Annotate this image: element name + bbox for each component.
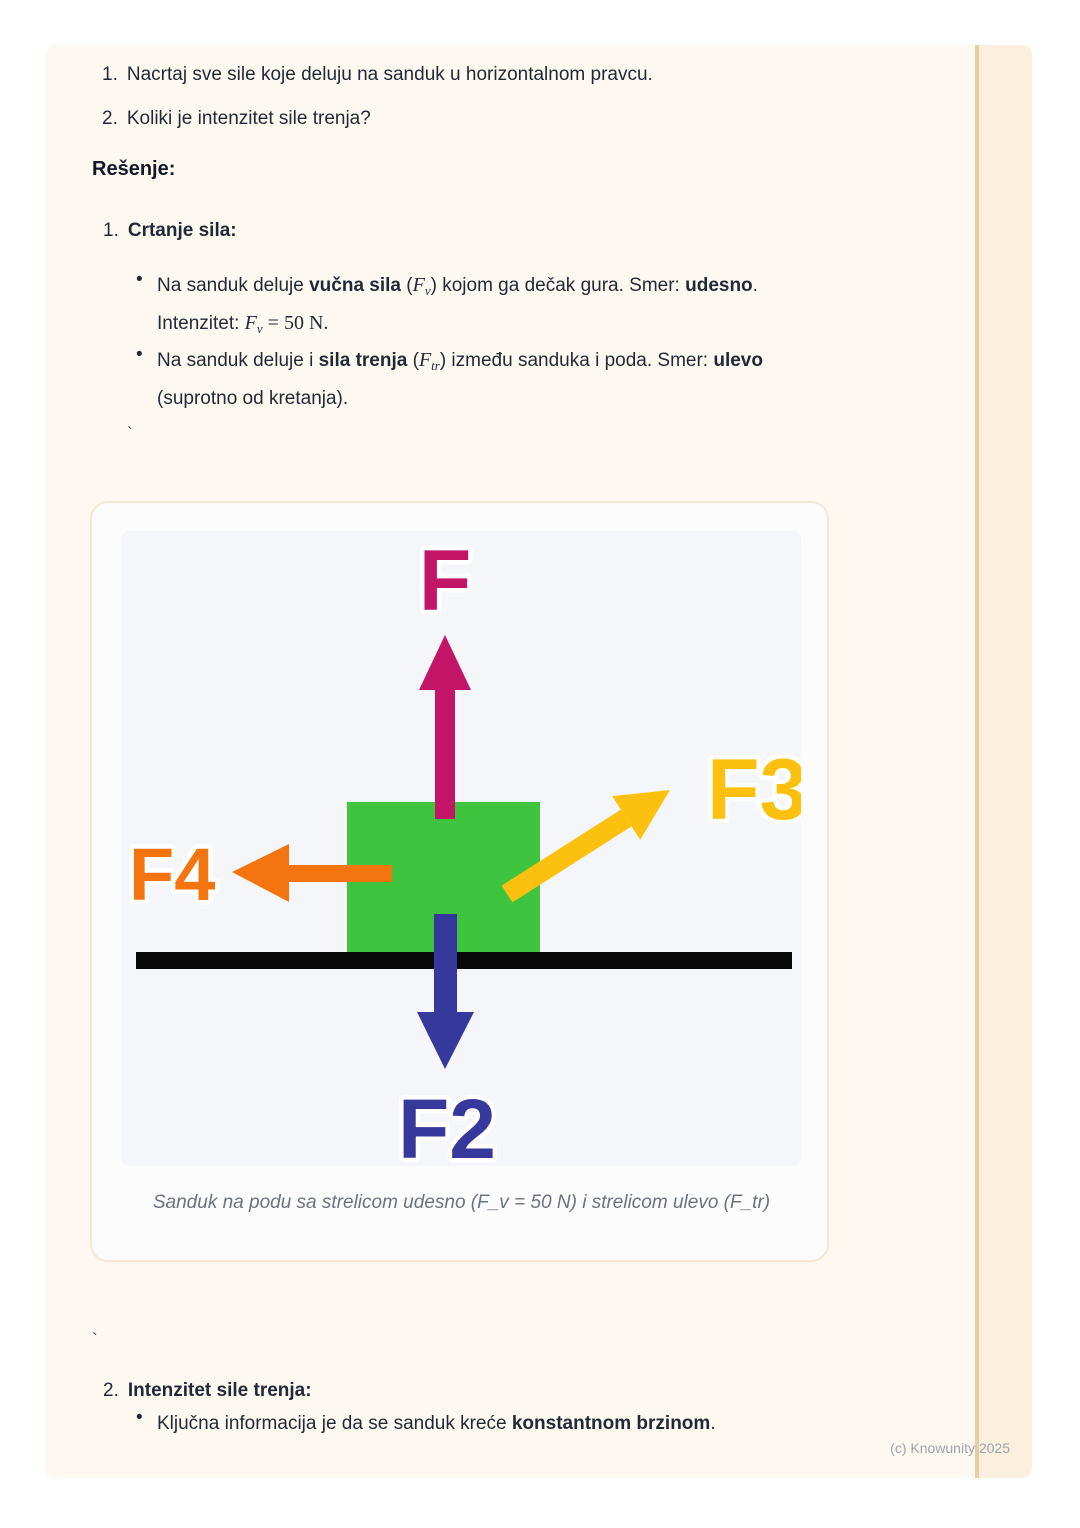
arrow-left-shaft bbox=[289, 865, 392, 882]
text-segment-bold: vučna sila bbox=[309, 275, 401, 296]
text-segment-bold: sila trenja bbox=[318, 350, 408, 371]
step1-number: 1. bbox=[103, 220, 119, 241]
text-segment: ( bbox=[407, 350, 419, 371]
math-symbol: F bbox=[412, 274, 425, 296]
text-segment-bold: ulevo bbox=[713, 350, 763, 371]
step1-title: Crtanje sila: bbox=[127, 220, 237, 241]
question-item-1 bbox=[102, 58, 653, 91]
question-text: Koliki je intenzitet sile trenja? bbox=[126, 108, 371, 129]
text-segment: Intenzitet: bbox=[157, 313, 245, 334]
arrow-up-shaft bbox=[435, 687, 455, 819]
math-subscript: v bbox=[256, 321, 263, 336]
label-F3: F3 bbox=[707, 742, 801, 838]
step1-heading bbox=[103, 214, 237, 247]
step2-title: Intenzitet sile trenja: bbox=[127, 1380, 312, 1401]
arrow-left-head bbox=[232, 844, 289, 902]
solution-heading: Rešenje: bbox=[92, 158, 176, 180]
label-F2: F2 bbox=[397, 1082, 497, 1166]
force-diagram-panel bbox=[121, 531, 801, 1166]
text-segment: Na sanduk deluje i bbox=[157, 350, 319, 371]
question-text: Nacrtaj sve sile koje deluju na sanduk u horizontalnom pravcu. bbox=[126, 64, 653, 85]
stray-backtick: ` bbox=[92, 1330, 98, 1349]
right-margin-stripe bbox=[979, 45, 1032, 1478]
figure-caption: Sanduk na podu sa strelicom udesno (F_v = 50 N) i strelicom ulevo (F_tr) bbox=[152, 1192, 771, 1213]
label-F4: F4 bbox=[129, 833, 216, 916]
text-segment: (suprotno od kretanja). bbox=[157, 388, 349, 409]
label-F: F bbox=[418, 533, 472, 629]
copyright-footer: (c) Knowunity 2025 bbox=[890, 1440, 1010, 1456]
bullet-line bbox=[157, 269, 758, 307]
text-segment: ) između sanduka i poda. Smer: bbox=[439, 350, 714, 371]
arrow-up-F bbox=[419, 635, 471, 819]
bullet-marker: • bbox=[136, 344, 143, 365]
figure-card bbox=[90, 501, 829, 1262]
stray-backtick: ` bbox=[127, 424, 133, 443]
text-segment: ) kojom ga dečak gura. Smer: bbox=[430, 275, 686, 296]
bullet-force-friction bbox=[157, 344, 763, 415]
text-segment-bold: udesno bbox=[685, 275, 753, 296]
text-segment: . bbox=[710, 1413, 716, 1434]
arrow-down-head bbox=[417, 1012, 474, 1069]
question-number: 2. bbox=[102, 108, 118, 129]
math-symbol: F bbox=[244, 312, 257, 334]
step2-number: 2. bbox=[103, 1380, 119, 1401]
force-diagram bbox=[121, 531, 801, 1166]
text-segment: Ključna informacija je da se sanduk kreće bbox=[157, 1413, 512, 1434]
bullet-line bbox=[157, 344, 763, 382]
right-margin-line bbox=[975, 45, 979, 1478]
math-subscript: v bbox=[424, 283, 431, 298]
question-item-2 bbox=[102, 102, 371, 135]
math-symbol: F bbox=[418, 349, 432, 371]
floor-line bbox=[136, 952, 792, 969]
arrow-up-head bbox=[419, 635, 471, 690]
text-segment: ( bbox=[401, 275, 413, 296]
text-segment: Na sanduk deluje bbox=[157, 275, 310, 296]
math-subscript: tr bbox=[431, 358, 440, 373]
bullet-marker: • bbox=[136, 1407, 143, 1428]
math-value: = 50 N. bbox=[262, 312, 329, 334]
arrow-down-shaft bbox=[434, 914, 457, 1014]
bullet-force-pull bbox=[157, 269, 758, 345]
question-number: 1. bbox=[102, 64, 118, 85]
text-segment: . bbox=[752, 275, 758, 296]
text-segment-bold: konstantnom brzinom bbox=[511, 1413, 711, 1434]
step2-heading bbox=[103, 1374, 312, 1407]
bullet-line bbox=[157, 307, 758, 345]
bullet-key-info bbox=[157, 1407, 716, 1440]
bullet-line bbox=[157, 382, 763, 415]
bullet-marker: • bbox=[136, 269, 143, 290]
